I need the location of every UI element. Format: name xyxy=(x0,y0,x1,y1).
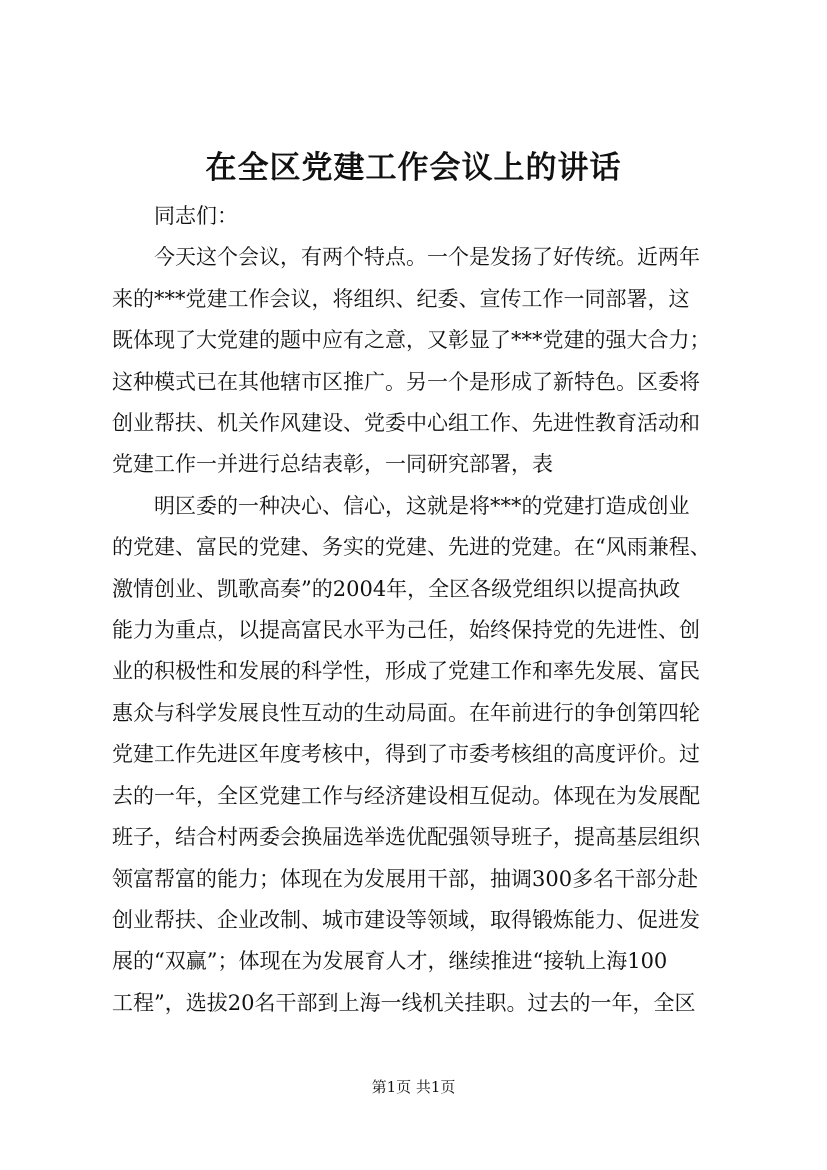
paragraph-line: 展的“双赢”；体现在为发展育人才，继续推进“接轨上海100 xyxy=(112,949,668,974)
paragraph-line: 党建工作先进区年度考核中，得到了市委考核组的高度评价。过 xyxy=(112,742,700,767)
paragraph-line: 班子，结合村两委会换届选举选优配强领导班子，提高基层组织 xyxy=(112,825,700,850)
paragraph-line: 领富帮富的能力；体现在为发展用干部，抽调300多名干部分赴 xyxy=(112,866,699,891)
document-title: 在全区党建工作会议上的讲话 xyxy=(205,150,622,186)
paragraph-line: 的党建、富民的党建、务实的党建、先进的党建。在“风雨兼程、 xyxy=(112,535,711,560)
paragraph-line: 今天这个会议，有两个特点。一个是发扬了好传统。近两年 xyxy=(154,245,700,270)
paragraph-line: 工程”，选拔20名干部到上海一线机关挂职。过去的一年，全区 xyxy=(112,990,696,1015)
paragraph-line: 明区委的一种决心、信心，这就是将***的党建打造成创业 xyxy=(154,493,690,518)
salutation: 同志们： xyxy=(154,204,238,228)
paragraph-2 xyxy=(112,486,722,1024)
paragraph-line: 去的一年，全区党建工作与经济建设相互促动。体现在为发展配 xyxy=(112,783,700,808)
paragraph-line: 既体现了大党建的题中应有之意，又彰显了***党建的强大合力； xyxy=(112,328,711,353)
document-body xyxy=(112,196,722,1024)
paragraph-line: 创业帮扶、机关作风建设、党委中心组工作、先进性教育活动和 xyxy=(112,411,700,436)
paragraph-line: 激情创业、凯歌高奏”的2004年，全区各级党组织以提高执政 xyxy=(112,576,681,601)
paragraph-1 xyxy=(112,237,722,485)
paragraph-line: 惠众与科学发展良性互动的生动局面。在年前进行的争创第四轮 xyxy=(112,700,700,725)
paragraph-line: 来的***党建工作会议，将组织、纪委、宣传工作一同部署，这 xyxy=(112,286,690,311)
page-footer: 第1页 共1页 xyxy=(371,1078,456,1096)
paragraph-line: 能力为重点，以提高富民水平为己任，始终保持党的先进性、创 xyxy=(112,618,700,643)
paragraph-line: 业的积极性和发展的科学性，形成了党建工作和率先发展、富民 xyxy=(112,659,700,684)
paragraph-line: 党建工作一并进行总结表彰，一同研究部署，表 xyxy=(112,452,553,477)
paragraph-line: 创业帮扶、企业改制、城市建设等领域，取得锻炼能力、促进发 xyxy=(112,907,700,932)
paragraph-line: 这种模式已在其他辖市区推广。另一个是形成了新特色。区委将 xyxy=(112,369,700,394)
